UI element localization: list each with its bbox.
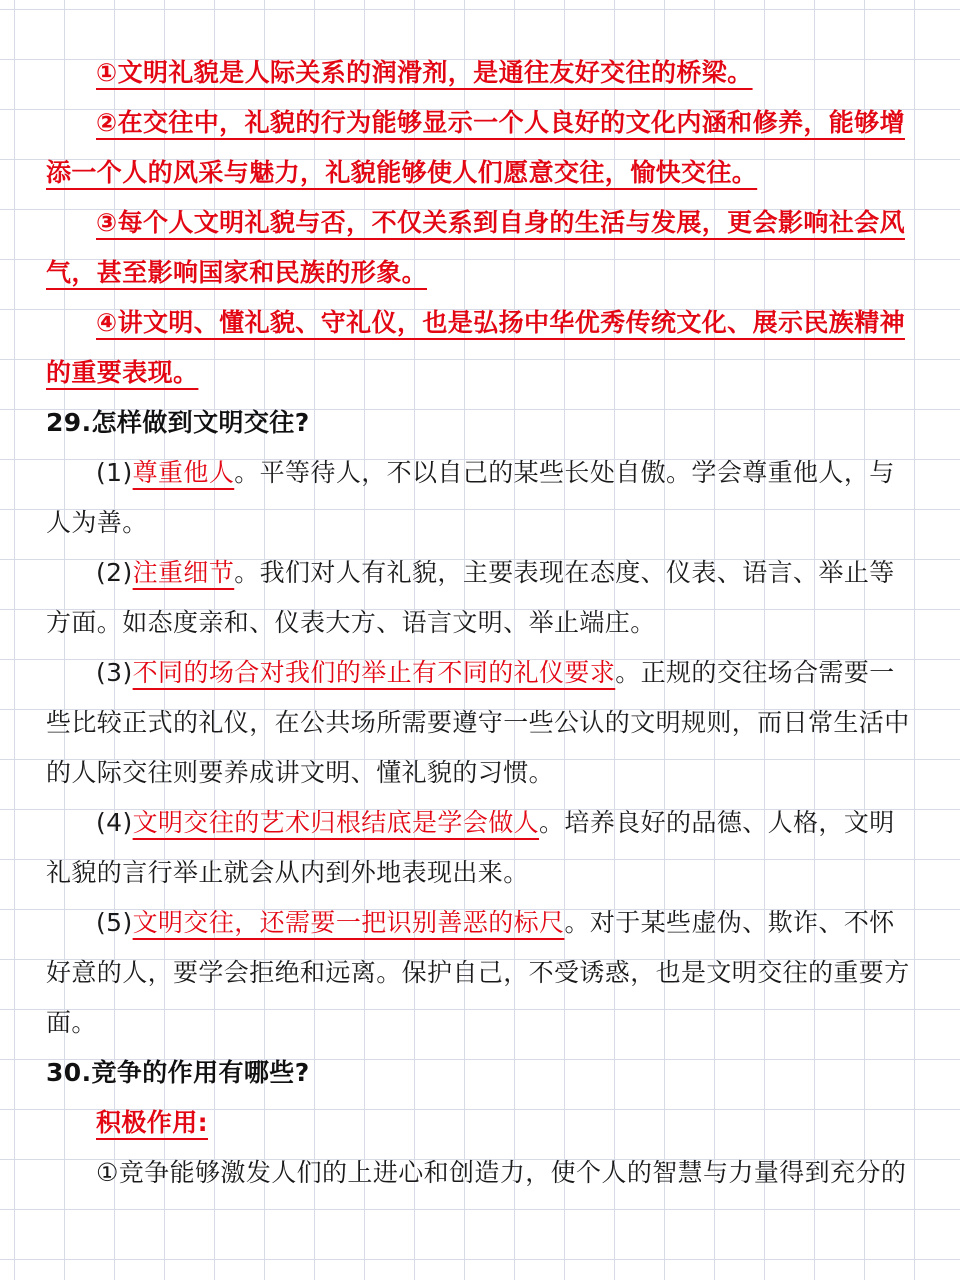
point-4 [96, 298, 921, 348]
item-key-phrase: 不同的场合对我们的举止有不同的礼仪要求 [132, 658, 616, 687]
item-text: 。培养良好的品德、人格，文明 [539, 808, 895, 837]
q30-subheading [96, 1098, 921, 1148]
item-text: 。对于某些虚伪、欺诈、不怀 [564, 908, 895, 937]
item-text: 。正规的交往场合需要一 [615, 658, 895, 687]
point-3 [96, 198, 921, 248]
point-4-continued [46, 348, 921, 398]
point-3-continued [46, 248, 921, 298]
point-2-text-line-1: ②在交往中，礼貌的行为能够显示一个人良好的文化内涵和修养，能够增 [96, 108, 905, 137]
q29-item-3-continued-2: 的人际交往则要养成讲文明、懂礼貌的习惯。 [46, 758, 555, 787]
positive-effects-label: 积极作用: [96, 1108, 208, 1137]
q29-item-5-continued: 好意的人，要学会拒绝和远离。保护自己，不受诱惑，也是文明交往的重要方 [46, 958, 910, 987]
item-text: 。平等待人，不以自己的某些长处自傲。学会尊重他人，与 [234, 458, 895, 487]
item-number: (4) [96, 808, 133, 837]
point-2-text-line-2: 添一个人的风采与魅力，礼貌能够使人们愿意交往，愉快交往。 [46, 158, 758, 187]
q29-item-5 [96, 898, 921, 948]
q29-item-4-continued: 礼貌的言行举止就会从内到外地表现出来。 [46, 858, 529, 887]
item-key-phrase: 尊重他人 [132, 458, 235, 487]
point-3-text-line-1: ③每个人文明礼貌与否，不仅关系到自身的生活与发展，更会影响社会风 [96, 208, 905, 237]
point-2-continued [46, 148, 921, 198]
q30-point-1: ①竞争能够激发人们的上进心和创造力，使个人的智慧与力量得到充分的 [96, 1158, 907, 1187]
point-1-text: ①文明礼貌是人际关系的润滑剂，是通往友好交往的桥梁。 [96, 58, 753, 87]
point-2 [96, 98, 921, 148]
item-key-phrase: 注重细节 [132, 558, 235, 587]
q29-item-3 [96, 648, 921, 698]
point-3-text-line-2: 气，甚至影响国家和民族的形象。 [46, 258, 428, 287]
item-text: 。我们对人有礼貌，主要表现在态度、仪表、语言、举止等 [234, 558, 895, 587]
question-30-heading: 30.竞争的作用有哪些? [46, 1058, 310, 1087]
item-number: (1) [96, 458, 133, 487]
item-number: (3) [96, 658, 133, 687]
question-29-heading: 29.怎样做到文明交往? [46, 408, 310, 437]
point-1 [96, 48, 921, 98]
item-key-phrase: 文明交往的艺术归根结底是学会做人 [132, 808, 540, 837]
q29-item-4 [96, 798, 921, 848]
q29-item-5-continued-2: 面。 [46, 1008, 97, 1037]
q29-item-2 [96, 548, 921, 598]
point-4-text-line-1: ④讲文明、懂礼貌、守礼仪，也是弘扬中华优秀传统文化、展示民族精神 [96, 308, 905, 337]
point-4-text-line-2: 的重要表现。 [46, 358, 199, 387]
q29-item-2-continued: 方面。如态度亲和、仪表大方、语言文明、举止端庄。 [46, 608, 656, 637]
q29-item-1 [96, 448, 921, 498]
item-number: (2) [96, 558, 133, 587]
q29-item-1-continued: 人为善。 [46, 508, 148, 537]
item-number: (5) [96, 908, 133, 937]
item-key-phrase: 文明交往，还需要一把识别善恶的标尺 [132, 908, 565, 937]
q29-item-3-continued: 些比较正式的礼仪，在公共场所需要遵守一些公认的文明规则，而日常生活中 [46, 708, 910, 737]
